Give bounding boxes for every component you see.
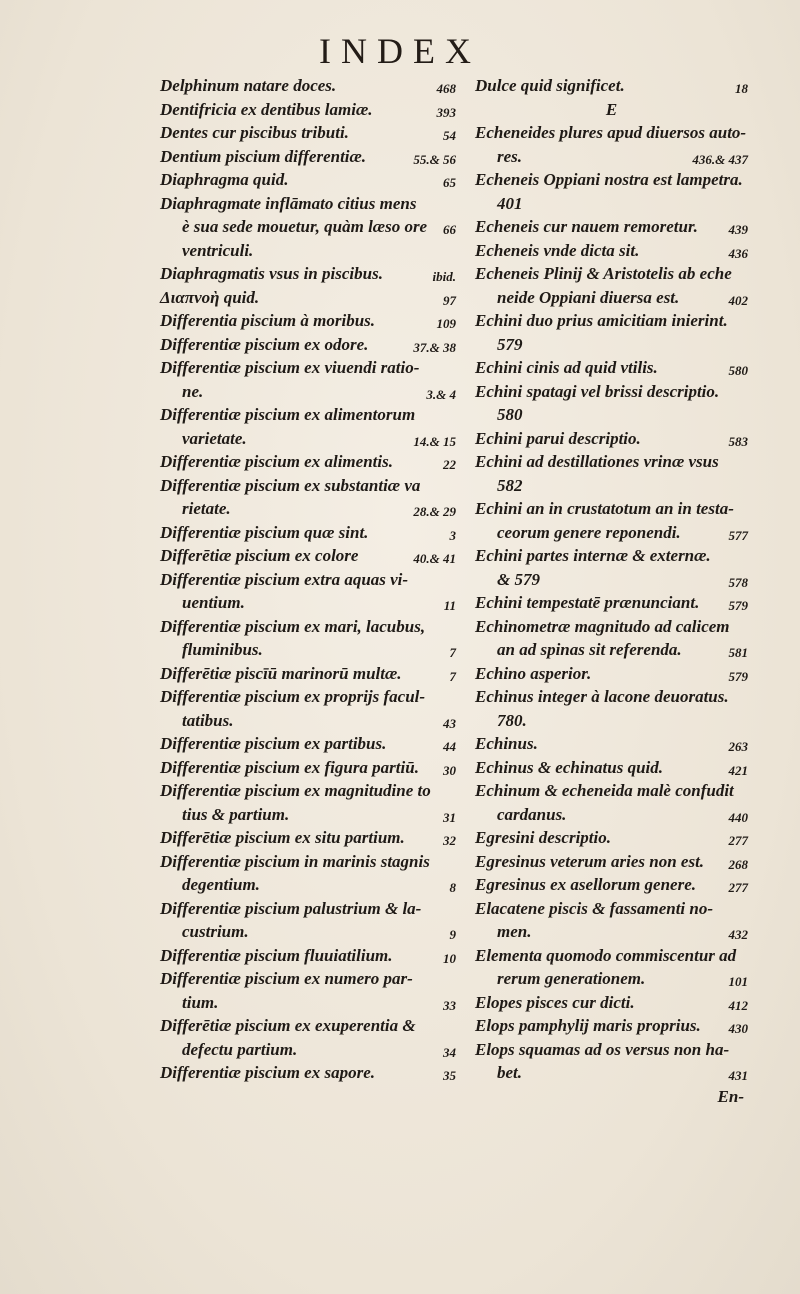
entry-continuation (475, 403, 748, 427)
page-reference: 28.& 29 (413, 504, 456, 519)
entry-text: Egresinus ex asellorum genere. (475, 875, 697, 894)
index-entry (475, 756, 748, 780)
page-header: INDEX (319, 31, 481, 71)
index-entry (160, 356, 456, 403)
index-entry (475, 991, 748, 1015)
index-entry (160, 826, 456, 850)
right-column (475, 74, 748, 1108)
index-entry (160, 403, 456, 450)
page-reference: 55.& 56 (413, 151, 456, 167)
entry-continuation (160, 497, 456, 521)
page-reference: 578 (728, 574, 748, 590)
entry-text: Echini tempestatē prænunciant. (475, 593, 700, 612)
entry-text: Echeneis vnde dicta sit. (475, 240, 640, 260)
entry-text: Echinus & echinatus quid. (475, 757, 664, 777)
index-entry (160, 98, 456, 122)
page-reference: 277 (728, 833, 748, 848)
entry-text: Echini an in crustatotum an in testa- (475, 499, 734, 518)
index-entry (475, 826, 748, 850)
page-reference: 579 (728, 598, 748, 613)
entry-text: Elops squamas ad os versus non ha- (475, 1039, 730, 1059)
index-entry (475, 309, 748, 356)
continuation-text: bet. (497, 1063, 523, 1082)
page-reference: 393 (436, 104, 456, 120)
entry-text: Echini ad destillationes vrinæ vsus (475, 452, 719, 471)
entry-continuation (475, 333, 748, 357)
page-reference: 66 (443, 222, 456, 237)
index-entry (160, 568, 456, 615)
index-entry (160, 1061, 456, 1085)
catchword: En- (717, 1086, 744, 1106)
page-reference: 10 (443, 950, 456, 966)
index-entry (160, 309, 456, 333)
continuation-text: 580 (497, 405, 523, 424)
entry-text: Differentiæ piscium ex odore. (160, 334, 369, 354)
continuation-text: tatibus. (182, 710, 234, 730)
entry-text: Elementa quomodo commiscentur ad (475, 945, 737, 965)
index-entry (160, 192, 456, 263)
page-reference: 40.& 41 (413, 551, 456, 566)
entry-text: Διαπνοὴ quid. (160, 287, 260, 307)
index-entry (160, 685, 456, 732)
continuation-text: & 579 (497, 569, 540, 589)
index-entry (475, 779, 748, 826)
page-reference: 14.& 15 (413, 433, 456, 449)
page-reference: 9 (449, 927, 456, 942)
entry-text: Differētiæ piscium ex colore (160, 546, 359, 565)
index-entry (160, 944, 456, 968)
page-reference: 33 (443, 997, 456, 1013)
index-entry (160, 74, 456, 98)
entry-continuation (160, 215, 456, 262)
index-entry (475, 168, 748, 215)
continuation-text: ventriculi. (182, 240, 254, 260)
continuation-text: ne. (182, 381, 204, 401)
entry-text: Echinus integer à lacone deuoratus. (475, 687, 729, 706)
index-entry (160, 333, 456, 357)
entry-text: Dentifricia ex dentibus lamiæ. (160, 99, 373, 119)
continuation-text: tium. (182, 992, 219, 1012)
entry-text: Differentiæ piscium ex substantiæ va (160, 475, 421, 495)
index-entry (475, 732, 748, 756)
page-reference: 577 (728, 527, 748, 543)
index-entry (475, 944, 748, 991)
entry-text: Differētiæ piscium ex exuperentia & (160, 1016, 416, 1035)
continuation-text: 579 (497, 334, 523, 354)
entry-continuation (475, 568, 748, 592)
entry-text: Echinum & echeneida malè confudit (475, 781, 734, 800)
continuation-text: rietate. (182, 499, 231, 518)
index-entry (475, 1038, 748, 1085)
index-entry (475, 1014, 748, 1038)
index-entry (475, 380, 748, 427)
index-entry (475, 897, 748, 944)
entry-continuation (160, 1038, 456, 1062)
index-entry (160, 474, 456, 521)
entry-continuation (160, 380, 456, 404)
index-entry (160, 615, 456, 662)
index-entry (160, 168, 456, 192)
continuation-text: custrium. (182, 922, 249, 941)
page-reference: 65 (443, 175, 456, 190)
entry-text: Differentiæ piscium quæ sint. (160, 522, 369, 542)
entry-continuation (475, 474, 748, 498)
page-reference: 22 (443, 457, 456, 472)
continuation-text: men. (497, 922, 532, 941)
page-reference: 440 (728, 809, 748, 825)
continuation-text: 582 (497, 475, 523, 495)
entry-continuation (160, 920, 456, 944)
entry-text: Echini spatagi vel brissi descriptio. (475, 381, 720, 401)
entry-text: Diaphragmate inflāmato citius mens (160, 193, 417, 213)
entry-text: Differentiæ piscium ex figura partiū. (160, 757, 419, 777)
page-reference: 37.& 38 (413, 339, 456, 355)
page-reference: 18 (735, 81, 748, 96)
entry-text: Differentiæ piscium ex partibus. (160, 734, 387, 753)
entry-text: Echini cinis ad quid vtilis. (475, 358, 658, 377)
page-reference: 268 (728, 856, 748, 872)
page-reference: 436 (728, 245, 748, 261)
index-entry (475, 591, 748, 615)
page-reference: 436.& 437 (692, 151, 748, 167)
page-reference: 97 (443, 292, 456, 308)
entry-text: Echini duo prius amicitiam inierint. (475, 311, 728, 330)
page-reference: 430 (728, 1021, 748, 1036)
index-entry (475, 215, 748, 239)
page-reference: 30 (443, 762, 456, 778)
index-entry (475, 356, 748, 380)
continuation-text: neide Oppiani diuersa est. (497, 287, 680, 307)
entry-text: Differentia piscium à moribus. (160, 311, 376, 330)
page-reference: 7 (449, 668, 456, 684)
entry-text: Dentium piscium differentiæ. (160, 146, 367, 166)
index-entry (160, 897, 456, 944)
page-reference: 263 (728, 739, 748, 754)
index-entry (160, 756, 456, 780)
entry-continuation (160, 591, 456, 615)
index-entry (475, 239, 748, 263)
page-reference: 432 (728, 927, 748, 942)
entry-text: Echeneis Oppiani nostra est lampetra. (475, 170, 743, 189)
entry-continuation (475, 967, 748, 991)
entry-continuation (160, 709, 456, 733)
continuation-text: tius & partium. (182, 804, 290, 824)
index-entry (475, 873, 748, 897)
entry-text: Differentiæ piscium ex alimentis. (160, 452, 393, 471)
entry-text: Echeneis cur nauem remoretur. (475, 217, 698, 236)
index-entry (475, 850, 748, 874)
index-entry (160, 850, 456, 897)
page-reference: 54 (443, 128, 456, 143)
index-entry (160, 121, 456, 145)
index-entry (160, 286, 456, 310)
entry-text: Elops pamphylij maris proprius. (475, 1016, 701, 1035)
page-reference: 580 (728, 363, 748, 378)
entry-text: Diaphragma quid. (160, 170, 289, 189)
page-reference: 402 (728, 292, 748, 308)
index-entry (475, 497, 748, 544)
page-reference: ibid. (432, 269, 456, 284)
page-reference: 421 (728, 762, 748, 778)
index-entry (160, 967, 456, 1014)
entry-text: Differentiæ piscium ex magnitudine to (160, 781, 431, 800)
continuation-text: an ad spinas sit referenda. (497, 640, 682, 659)
continuation-text: degentium. (182, 875, 260, 894)
entry-continuation (160, 873, 456, 897)
continuation-text: cardanus. (497, 804, 567, 824)
page-reference: 44 (443, 739, 456, 754)
entry-text: Differentiæ piscium ex mari, lacubus, (160, 616, 426, 636)
entry-text: Delphinum natare doces. (160, 76, 337, 95)
continuation-text: fluminibus. (182, 640, 263, 659)
entry-text: Elopes pisces cur dicti. (475, 992, 635, 1012)
continuation-text: ceorum genere reponendi. (497, 522, 681, 542)
entry-continuation (475, 286, 748, 310)
continuation-text: varietate. (182, 428, 247, 448)
index-entry (160, 779, 456, 826)
entry-text: Echeneides plures apud diuersos auto- (475, 123, 747, 142)
index-entry (475, 662, 748, 686)
entry-continuation (160, 991, 456, 1015)
entry-continuation (475, 1061, 748, 1085)
entry-text: Differentiæ piscium ex proprijs facul- (160, 687, 426, 706)
page-reference: 412 (728, 997, 748, 1013)
entry-continuation (475, 803, 748, 827)
entry-text: Echini parui descriptio. (475, 428, 641, 448)
entry-text: Echinometræ magnitudo ad calicem (475, 616, 730, 636)
page-reference: 43 (443, 715, 456, 731)
entry-continuation (160, 803, 456, 827)
entry-text: Differentiæ piscium extra aquas vi- (160, 569, 409, 589)
continuation-text: 401 (497, 193, 523, 213)
entry-continuation (475, 521, 748, 545)
page-reference: 468 (436, 81, 456, 96)
entry-text: Differentiæ piscium fluuiatilium. (160, 945, 393, 965)
index-entry (475, 74, 748, 98)
entry-text: Differētiæ piscīū marinorū multæ. (160, 663, 402, 683)
page-reference: 32 (443, 833, 456, 848)
section-letter: E (605, 99, 618, 119)
index-entry (160, 1014, 456, 1061)
continuation-text: rerum generationem. (497, 969, 646, 988)
page-reference: 579 (728, 668, 748, 684)
entry-text: Egresini descriptio. (475, 828, 612, 847)
continuation-text: defectu partium. (182, 1039, 298, 1059)
index-entry (475, 544, 748, 591)
entry-text: Elacatene piscis & fassamenti no- (475, 898, 713, 918)
index-entry (475, 615, 748, 662)
continuation-text: 780. (497, 710, 527, 730)
index-entry (475, 685, 748, 732)
page-reference: 277 (728, 880, 748, 895)
entry-continuation (475, 709, 748, 733)
continuation-text: uentium. (182, 593, 245, 612)
index-entry (160, 521, 456, 545)
index-entry (160, 662, 456, 686)
entry-continuation (475, 192, 748, 216)
entry-text: Differentiæ piscium ex viuendi ratio- (160, 358, 420, 377)
page-reference: 101 (728, 974, 748, 989)
page-reference: 3.& 4 (426, 386, 456, 402)
entry-text: Echino asperior. (475, 663, 592, 683)
entry-text: Diaphragmatis vsus in piscibus. (160, 264, 383, 283)
page-reference: 34 (443, 1044, 456, 1060)
page-reference: 7 (449, 645, 456, 660)
index-entry (160, 544, 456, 568)
index-entry (475, 262, 748, 309)
continuation-text: è sua sede mouetur, quàm læso ore (182, 217, 428, 236)
entry-text: Differentiæ piscium ex alimentorum (160, 405, 416, 424)
entry-text: Differētiæ piscium ex situ partium. (160, 828, 405, 847)
page-reference: 35 (443, 1068, 456, 1083)
page-reference: 583 (728, 433, 748, 449)
index-entry (475, 427, 748, 451)
entry-text: Dulce quid significet. (475, 76, 625, 95)
index-entry (160, 732, 456, 756)
page-reference: 11 (443, 598, 456, 613)
page-reference: 3 (449, 527, 456, 543)
page-reference: 109 (436, 316, 456, 331)
index-entry (475, 450, 748, 497)
index-entry (160, 262, 456, 286)
entry-text: Differentiæ piscium ex sapore. (160, 1063, 376, 1082)
continuation-text: res. (497, 146, 523, 166)
index-entry (160, 450, 456, 474)
index-entry (475, 121, 748, 168)
index-entry (160, 145, 456, 169)
page-reference: 581 (728, 645, 748, 660)
entry-text: Echeneis Plinij & Aristotelis ab eche (475, 264, 732, 283)
entry-continuation (160, 427, 456, 451)
entry-text: Differentiæ piscium in marinis stagnis (160, 851, 430, 871)
page-reference: 439 (728, 222, 748, 237)
entry-text: Differentiæ piscium ex numero par- (160, 969, 413, 988)
entry-text: Dentes cur piscibus tributi. (160, 123, 349, 142)
page-reference: 431 (728, 1068, 748, 1083)
entry-continuation (160, 638, 456, 662)
page-reference: 31 (443, 809, 456, 825)
entry-text: Echinus. (475, 734, 538, 753)
entry-continuation (475, 638, 748, 662)
entry-text: Echini partes internæ & externæ. (475, 546, 711, 565)
entry-text: Egresinus veterum aries non est. (475, 851, 705, 871)
entry-text: Differentiæ piscium palustrium & la- (160, 898, 422, 918)
entry-continuation (475, 145, 748, 169)
page-reference: 8 (449, 880, 456, 895)
entry-continuation (475, 920, 748, 944)
left-column (160, 74, 456, 1085)
